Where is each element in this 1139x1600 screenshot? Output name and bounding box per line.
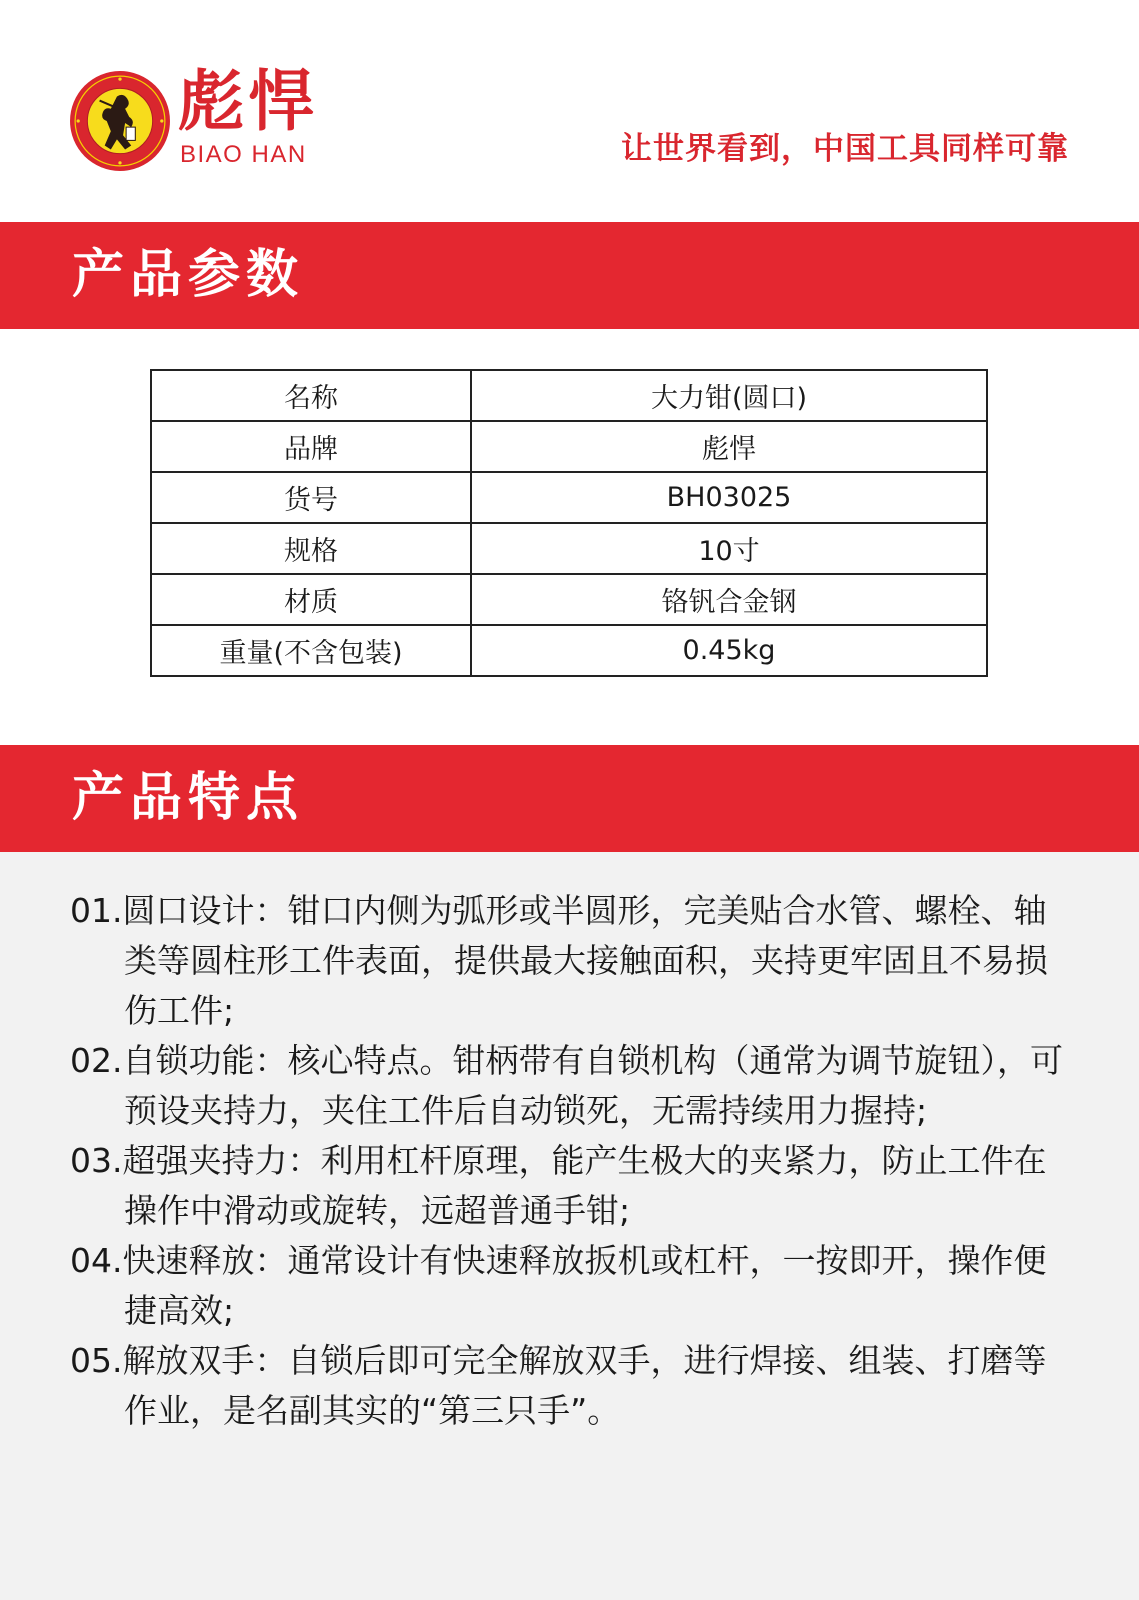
features-list xyxy=(70,886,1070,1436)
list-item: 02.自锁功能：核心特点。钳柄带有自锁机构（通常为调节旋钮），可预设夹持力，夹住工件后自动锁死，无需持续用力握持; xyxy=(70,1041,1063,1130)
slogan: 让世界看到，中国工具同样可靠 xyxy=(621,131,1069,167)
features-banner xyxy=(0,745,1139,852)
spec-value: BH03025 xyxy=(471,472,987,523)
spec-value: 大力钳(圆口) xyxy=(471,370,987,421)
table-row xyxy=(151,370,987,421)
spec-value: 10寸 xyxy=(471,523,987,574)
features-section xyxy=(0,852,1139,1600)
brand-name-en: BIAO HAN xyxy=(180,141,307,168)
params-banner xyxy=(0,222,1139,329)
table-row xyxy=(151,421,987,472)
spec-table xyxy=(150,369,988,677)
brand-name-cn: 彪悍 xyxy=(178,62,318,140)
table-row xyxy=(151,523,987,574)
table-row xyxy=(151,472,987,523)
list-item: 01.圆口设计：钳口内侧为弧形或半圆形，完美贴合水管、螺栓、轴类等圆柱形工件表面，提供最大接触面积，夹持更牢固且不易损伤工件; xyxy=(70,891,1048,1030)
table-row xyxy=(151,625,987,676)
spec-label: 名称 xyxy=(151,370,471,421)
spec-label: 材质 xyxy=(151,574,471,625)
header xyxy=(0,0,1139,222)
spec-value: 彪悍 xyxy=(471,421,987,472)
spec-label: 品牌 xyxy=(151,421,471,472)
features-title: 产品特点 xyxy=(72,768,305,828)
list-item: 03.超强夹持力：利用杠杆原理，能产生极大的夹紧力，防止工件在操作中滑动或旋转，远超普通手钳; xyxy=(70,1141,1047,1230)
spec-label: 货号 xyxy=(151,472,471,523)
spec-value: 0.45kg xyxy=(471,625,987,676)
spec-label: 重量(不含包装) xyxy=(151,625,471,676)
list-item: 04.快速释放：通常设计有快速释放扳机或杠杆，一按即开，操作便捷高效; xyxy=(70,1241,1047,1330)
list-item: 05.解放双手：自锁后即可完全解放双手，进行焊接、组装、打磨等作业，是名副其实的“第三只手”。 xyxy=(70,1341,1047,1430)
spec-label: 规格 xyxy=(151,523,471,574)
table-row xyxy=(151,574,987,625)
spec-value: 铬钒合金钢 xyxy=(471,574,987,625)
seal-emblem-icon xyxy=(69,70,171,172)
params-title: 产品参数 xyxy=(72,245,305,305)
